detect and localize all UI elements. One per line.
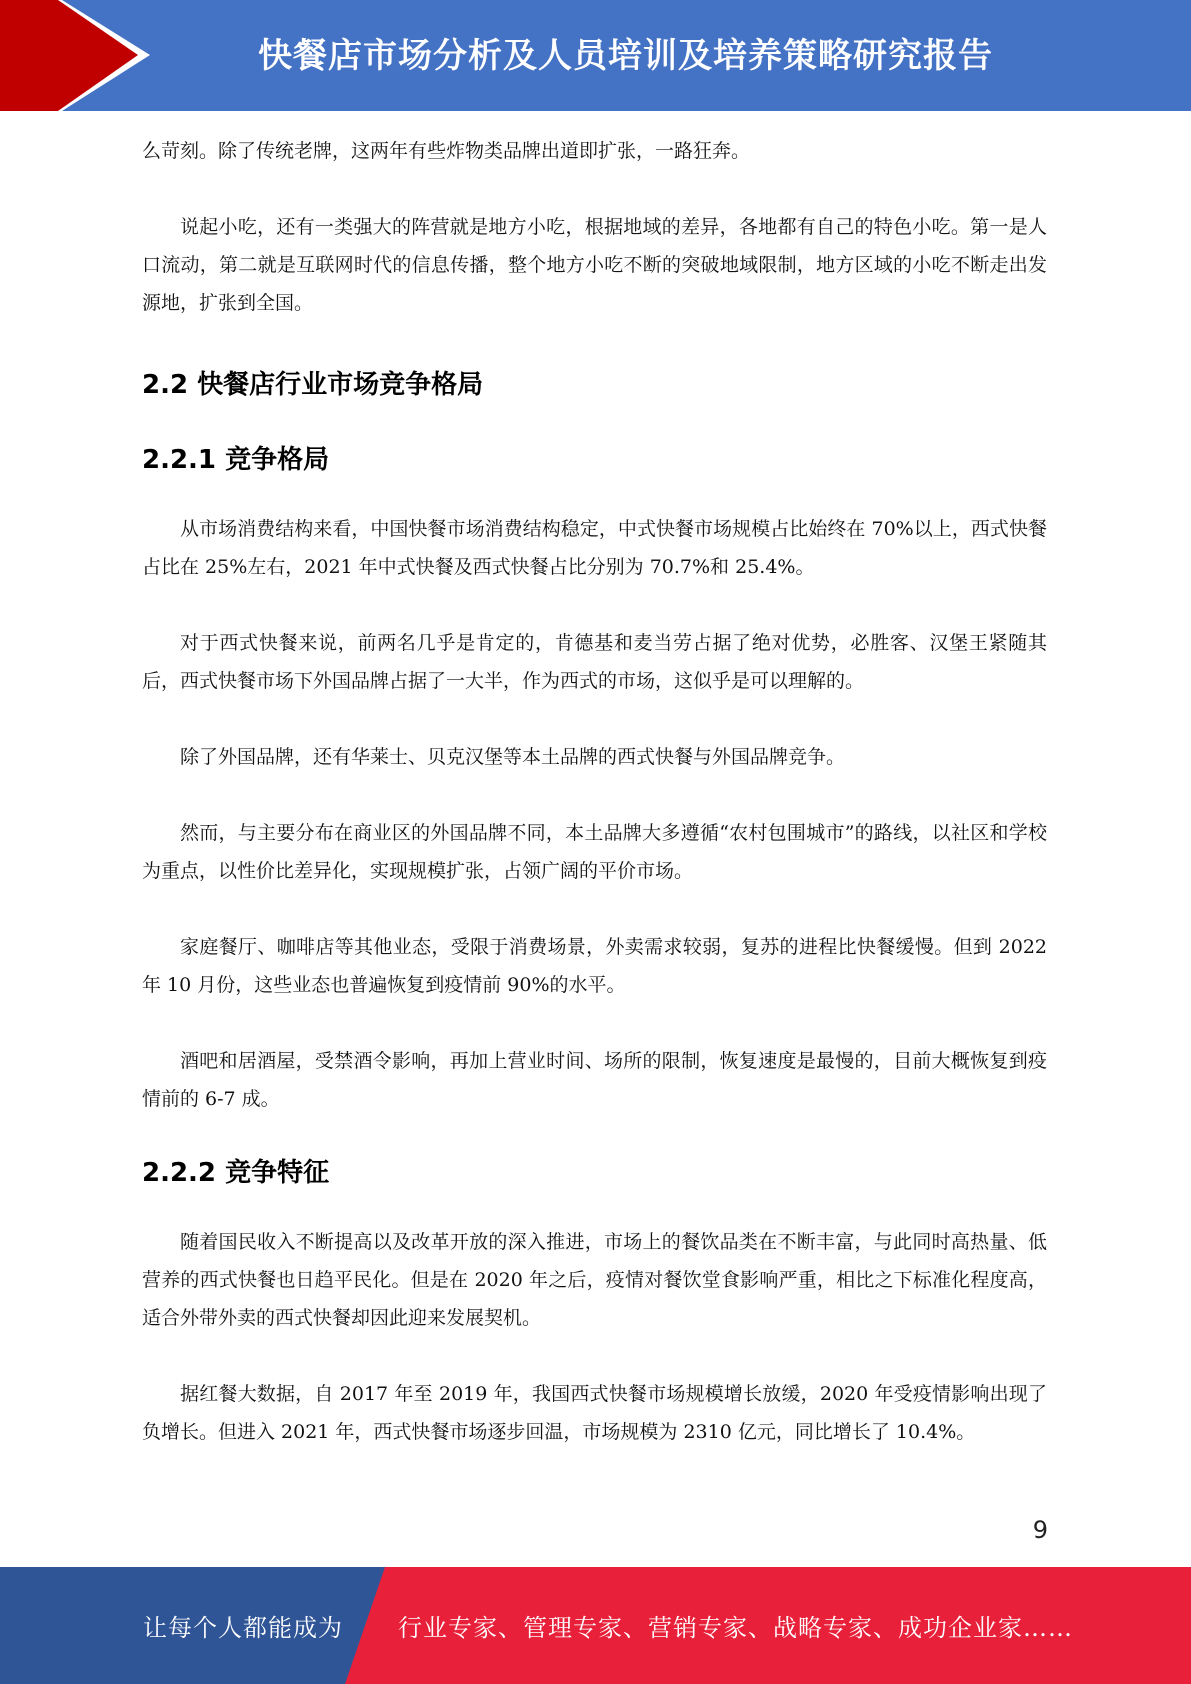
paragraph-family-restaurants: 家庭餐厅、咖啡店等其他业态，受限于消费场景，外卖需求较弱，复苏的进程比快餐缓慢。但到 2022 年 10 月份，这些业态也普遍恢复到疫情前 90%的水平。: [142, 936, 1047, 996]
paragraph-market-data: 据红餐大数据，自 2017 年至 2019 年，我国西式快餐市场规模增长放缓，2020 年受疫情影响出现了负增长。但进入 2021 年，西式快餐市场逐步回温，市场规模为 2310 亿元，同比增长了 10.4%。: [142, 1383, 1047, 1443]
section-heading-2-2-1: 2.2.1 竞争格局: [142, 445, 330, 475]
paragraph-rural-strategy: 然而，与主要分布在商业区的外国品牌不同，本土品牌大多遵循“农村包围城市”的路线，以社区和学校为重点，以性价比差异化，实现规模扩张，占领广阔的平价市场。: [142, 822, 1047, 882]
paragraph-western-fastfood: 对于西式快餐来说，前两名几乎是肯定的，肯德基和麦当劳占据了绝对优势，必胜客、汉堡王紧随其后，西式快餐市场下外国品牌占据了一大半，作为西式的市场，这似乎是可以理解的。: [142, 632, 1047, 692]
section-heading-2-2-2: 2.2.2 竞争特征: [142, 1158, 330, 1188]
report-title: 快餐店市场分析及人员培训及培养策略研究报告: [258, 35, 993, 76]
section-heading-2-2: 2.2 快餐店行业市场竞争格局: [142, 370, 484, 400]
paragraph-local-snacks: 说起小吃，还有一类强大的阵营就是地方小吃，根据地域的差异，各地都有自己的特色小吃。第一是人口流动，第二就是互联网时代的信息传播，整个地方小吃不断的突破地域限制，地方区域的小吃不断走出发源地，扩张到全国。: [142, 216, 1047, 314]
footer-slogan-left: 让每个人都能成为: [143, 1614, 343, 1642]
page-content: [142, 132, 1047, 1451]
paragraph-local-brands: 除了外国品牌，还有华莱士、贝克汉堡等本土品牌的西式快餐与外国品牌竞争。: [180, 746, 846, 768]
paragraph-continuation: 么苛刻。除了传统老牌，这两年有些炸物类品牌出道即扩张，一路狂奔。: [142, 140, 751, 162]
paragraph-bars: 酒吧和居酒屋，受禁酒令影响，再加上营业时间、场所的限制，恢复速度是最慢的，目前大概恢复到疫情前的 6-7 成。: [142, 1050, 1047, 1110]
paragraph-consumption-structure: 从市场消费结构来看，中国快餐市场消费结构稳定，中式快餐市场规模占比始终在 70%以上，西式快餐占比在 25%左右，2021 年中式快餐及西式快餐占比分别为 70.7%和 25.4%。: [142, 518, 1047, 578]
paragraph-competition-features: 随着国民收入不断提高以及改革开放的深入推进，市场上的餐饮品类在不断丰富，与此同时高热量、低营养的西式快餐也日趋平民化。但是在 2020 年之后，疫情对餐饮堂食影响严重，相比之下标准化程度高，适合外带外卖的西式快餐却因此迎来发展契机。: [142, 1231, 1047, 1329]
page-number: 9: [1032, 1516, 1048, 1544]
page-header: [0, 0, 1191, 111]
footer-slogan-right: 行业专家、管理专家、营销专家、战略专家、成功企业家……: [398, 1614, 1073, 1642]
page-footer: [0, 1567, 1191, 1684]
